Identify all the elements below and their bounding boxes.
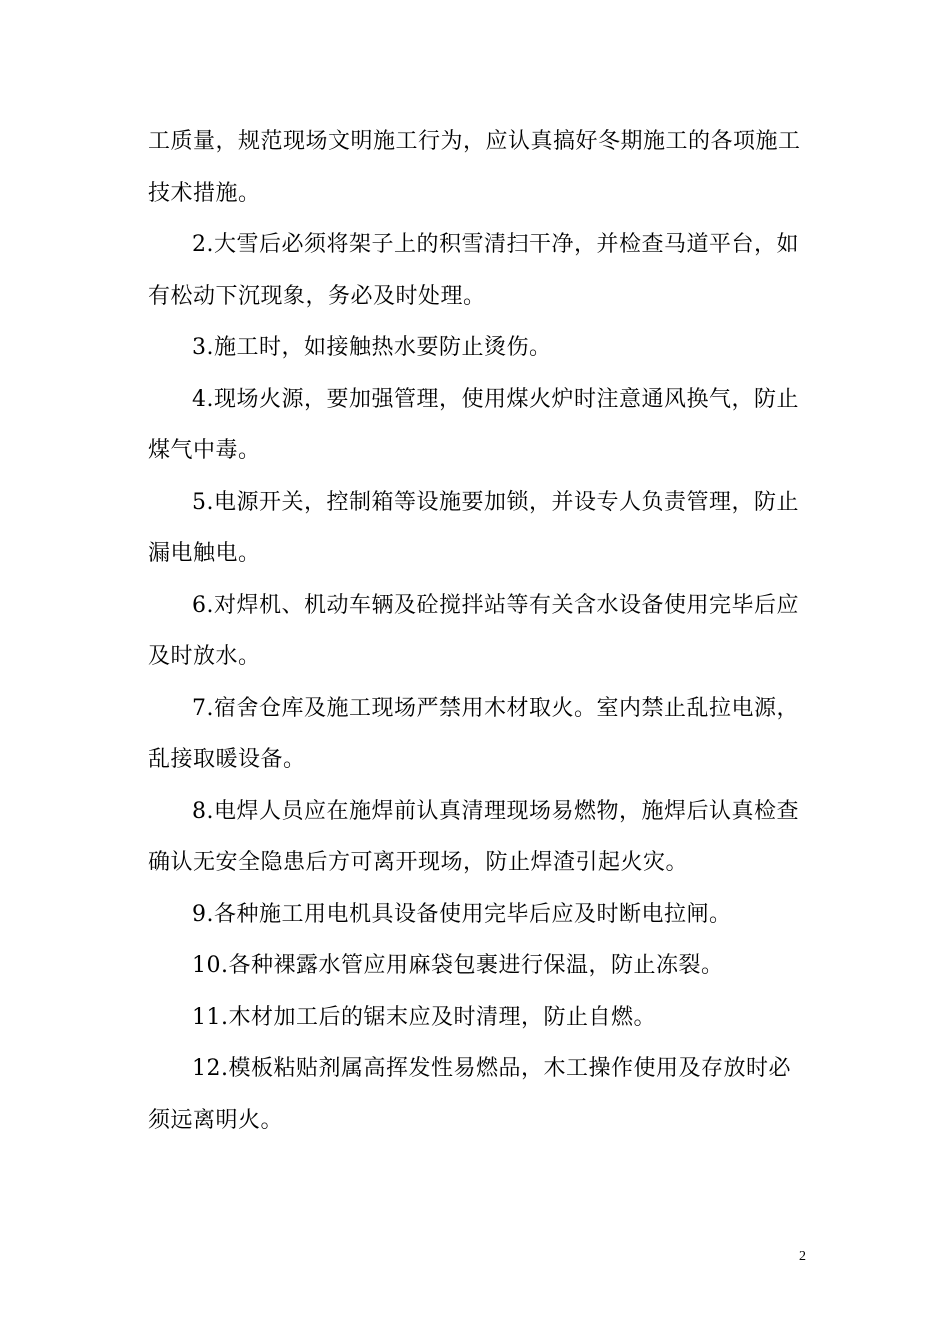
paragraph-item-2: 2.大雪后必须将架子上的积雪清扫干净，并检查马道平台，如有松动下沉现象，务必及时处理。 [148, 232, 799, 309]
paragraph-item-10: 10.各种裸露水管应用麻袋包裹进行保温，防止冻裂。 [192, 953, 724, 978]
paragraph-continuation: 工质量，规范现场文明施工行为，应认真搞好冬期施工的各项施工技术措施。 [148, 129, 801, 206]
paragraph-item-4: 4.现场火源，要加强管理，使用煤火炉时注意通风换气，防止煤气中毒。 [148, 386, 799, 463]
paragraph-item-6: 6.对焊机、机动车辆及砼搅拌站等有关含水设备使用完毕后应及时放水。 [148, 592, 799, 669]
document-body [148, 116, 808, 1146]
paragraph-item-9: 9.各种施工用电机具设备使用完毕后应及时断电拉闸。 [192, 901, 732, 927]
paragraph-item-12: 12.模板粘贴剂属高挥发性易燃品，木工操作使用及存放时必须远离明火。 [148, 1056, 791, 1133]
page-number: 2 [799, 1249, 806, 1264]
paragraph-item-3: 3.施工时，如接触热水要防止烫伤。 [192, 335, 552, 360]
paragraph-item-8: 8.电焊人员应在施焊前认真清理现场易燃物，施焊后认真检查确认无安全隐患后方可离开现场，防止焊渣引起火灾。 [148, 798, 799, 875]
paragraph-item-11: 11.木材加工后的锯末应及时清理，防止自燃。 [192, 1004, 656, 1030]
paragraph-item-7: 7.宿舍仓库及施工现场严禁用木材取火。室内禁止乱拉电源，乱接取暖设备。 [148, 695, 799, 772]
paragraph-item-5: 5.电源开关，控制箱等设施要加锁，并设专人负责管理，防止漏电触电。 [148, 489, 799, 566]
